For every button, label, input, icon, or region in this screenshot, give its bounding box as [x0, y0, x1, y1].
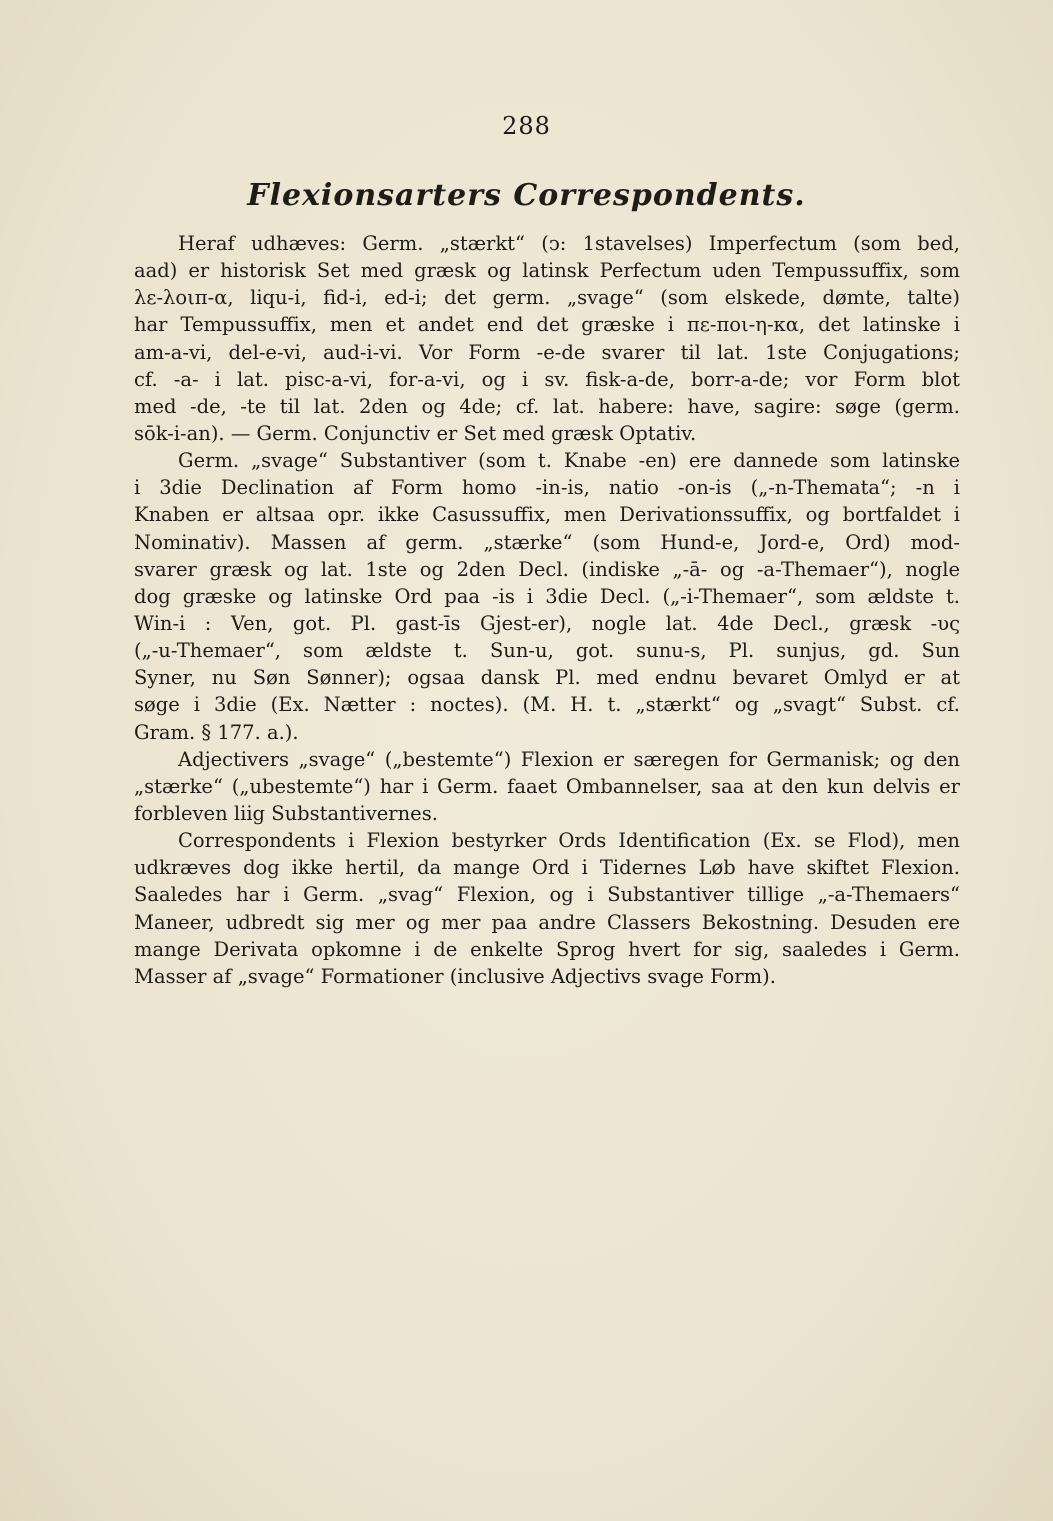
text-line: Knaben er altsaa opr. ikke Casussuffix, men Derivationssuffix, og bortfaldet i	[134, 503, 960, 527]
text-line: dog græske og latinske Ord paa -is i 3die Decl. („-i-Themaer“, som ældste t.	[134, 584, 960, 608]
text-line: med -de, -te til lat. 2den og 4de; cf. lat. habere: have, sagire: søge (germ.	[134, 394, 960, 418]
text-line: svarer græsk og lat. 1ste og 2den Decl. (indiske „-ā- og -a-Themaer“), nogle	[134, 557, 960, 581]
text-line: λε-λοιπ-α, liqu-i, fid-i, ed-i; det germ. „svage“ (som elskede, dømte, talte)	[134, 286, 960, 310]
text-line: mange Derivata opkomne i de enkelte Sprog hvert for sig, saaledes i Germ.	[134, 937, 960, 961]
text-line: Maneer, udbredt sig mer og mer paa andre Classers Bekostning. Desuden ere	[134, 910, 960, 934]
text-line: Win-i : Ven, got. Pl. gast-īs Gjest-er), nogle lat. 4de Decl., græsk -υς	[134, 611, 960, 635]
text-line: („-u-Themaer“, som ældste t. Sun-u, got. sunu-s, Pl. sunjus, gd. Sun	[134, 639, 960, 663]
body-text	[134, 230, 960, 990]
text-line: Correspondents i Flexion bestyrker Ords Identification (Ex. se Flod), men	[178, 829, 960, 853]
section-heading: Flexionsarters Correspondents.	[247, 178, 806, 213]
text-line: udkræves dog ikke hertil, da mange Ord i Tidernes Løb have skiftet Flexion.	[134, 856, 960, 880]
text-line: aad) er historisk Set med græsk og latinsk Perfectum uden Tempussuffix, som	[134, 259, 960, 283]
text-line: cf. -a- i lat. pisc-a-vi, for-a-vi, og i sv. fisk-a-de, borr-a-de; vor Form blot	[134, 367, 960, 391]
text-line: har Tempussuffix, men et andet end det græske i πε-ποι-η-κα, det latinske i	[134, 313, 960, 337]
text-line: Germ. „svage“ Substantiver (som t. Knabe -en) ere dannede som latinske	[178, 449, 960, 473]
text-line: forbleven liig Substantivernes.	[134, 801, 438, 825]
text-line: Syner, nu Søn Sønner); ogsaa dansk Pl. med endnu bevaret Omlyd er at	[134, 666, 960, 690]
text-line: Masser af „svage“ Formationer (inclusive Adjectivs svage Form).	[134, 964, 776, 988]
text-line: sōk-i-an). — Germ. Conjunctiv er Set med græsk Optativ.	[134, 421, 697, 445]
text-line: Heraf udhæves: Germ. „stærkt“ (ↄ: 1stavelses) Imperfectum (som bed,	[178, 232, 960, 255]
text-line: Gram. § 177. a.).	[134, 720, 299, 744]
text-line: „stærke“ („ubestemte“) har i Germ. faaet Ombannelser, saa at den kun delvis er	[134, 774, 960, 798]
page-number: 288	[502, 112, 551, 140]
text-line: am-a-vi, del-e-vi, aud-i-vi. Vor Form -e-de svarer til lat. 1ste Conjugations;	[134, 340, 960, 364]
text-line: Adjectivers „svage“ („bestemte“) Flexion er særegen for Germanisk; og den	[178, 747, 960, 771]
text-line: i 3die Declination af Form homo -in-is, natio -on-is („-n-Themata“; -n i	[134, 476, 960, 500]
text-line: søge i 3die (Ex. Nætter : noctes). (M. H. t. „stærkt“ og „svagt“ Subst. cf.	[134, 693, 960, 717]
text-line: Nominativ). Massen af germ. „stærke“ (som Hund-e, Jord-e, Ord) mod-	[134, 530, 960, 554]
text-line: Saaledes har i Germ. „svag“ Flexion, og i Substantiver tillige „-a-Themaers“	[134, 883, 960, 907]
